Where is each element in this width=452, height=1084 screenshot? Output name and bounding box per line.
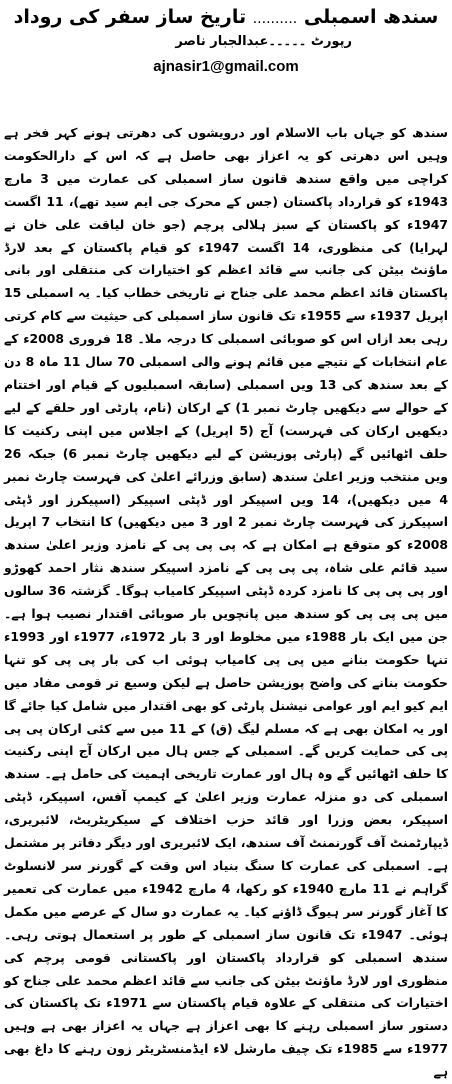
article-body: سندھ کو جہاں باب الاسلام اور درویشوں کی دھرتی ہونے کہر فخر ہے وہیں اس دھرتی کو یہ اعزاز بھی حاصل ہے کہ اس کے دارالحکومت کراچی میں واقع سندھ قانون ساز اسمبلی کی عمارت میں 3 مارچ 1943ء کو قرارداد پاکستان (جس کے محرک جی ایم سید تھے)، 11 اگست 1947ء کو پاکستان کے سبز ہلالی پرچم (جو خان لیاقت علی خان نے لہرایا) کی منظوری، 14 اگست 1947ء کو قیام پاکستان کے بعد لارڈ ماؤنٹ بیٹن کی جانب سے قائد اعظم کو اختیارات کی منتقلی اور بانی پاکستان قائد اعظم محمد علی جناح نے تاریخی خطاب کیا۔ یہ اسمبلی 15 اپریل 1937ء سے 1955ء تک قانون ساز اسمبلی کی حیثیت سے کام کرتی رہی بعد ازاں اس کو صوبائی اسمبلی کا درجہ ملا۔ 18 فروری 2008ء کے عام انتخابات کے نتیجے میں قائم ہونے والی اسمبلی 70 سال 11 ماہ 8 دن کے بعد سندھ کی 13 ویں اسمبلی (سابقہ اسمبلیوں کے قیام اور اختتام کے حوالے سے دیکھیں چارٹ نمبر 1) کے ارکان (نام، پارٹی اور حلقے کے لیے دیکھیں ارکان کی فہرست) آج (5 اپریل) کے اجلاس میں اپنی رکنیت کا حلف اٹھائیں گے (پارٹی پوزیشن کے لیے دیکھیں چارٹ نمبر 6) جبکہ 26 ویں منتخب وزیر اعلیٰ سندھ (سابق وزرائے اعلیٰ کی فہرست چارٹ نمبر 4 میں دیکھیں)، 14 ویں اسپیکر اور ڈپٹی اسپیکر (اسپیکرز اور ڈپٹی اسپیکرز کی فہرست چارٹ نمبر 2 اور 3 میں دیکھیں) کا انتخاب 7 اپریل 2008ء کو متوقع ہے امکان ہے کہ پی پی پی کے نامزد وزیر اعلیٰ سندھ سید قائم علی شاہ، پی پی پی کے نامزد اسپیکر سندھ نثار احمد کھوڑو اور پی پی پی کا نامزد کردہ ڈپٹی اسپیکر کامیاب ہوگا۔ گزشتہ 36 سالوں میں پی پی پی کو سندھ میں پانچویں بار صوبائی اقتدار نصیب ہوا ہے۔ جن میں ایک بار 1988ء میں مخلوط اور 3 بار 1972ء، 1977ء اور 1993ء تنہا حکومت بنانے میں پی پی کامیاب ہوئی اب کی بار پی پی کو تنہا حکومت بنانے کی واضح پوزیشن حاصل ہے لیکن وسیع تر قومی مفاد میں ایم کیو ایم اور عوامی نیشنل پارٹی کو بھی اقتدار میں شامل کیا جائے گا اور یہ امکان بھی ہے کہ مسلم لیگ (ق) کے 11 میں سے کئی ارکان پی پی پی کی حمایت کریں گے۔ اسمبلی کے جس ہال میں ارکان آج اپنی رکنیت کا حلف اٹھائیں گے وہ ہال اور عمارت تاریخی اہمیت کی حامل ہے۔ سندھ اسمبلی کی دو منزلہ عمارت وزیر اعلیٰ کے کیمپ آفس، اسپیکر، ڈپٹی اسپیکر، بعض وزرا اور قائد حزب اختلاف کے سیکریٹریٹ، لائبریری، ڈیپارٹمنٹ آف گورنمنٹ آف سندھ، ایک لائبریری اور دیگر دفاتر پر مشتمل ہے۔ اسمبلی کی عمارت کا سنگ بنیاد اس وقت کے گورنر سر لانسلوٹ گراہم نے 11 مارچ 1940ء کو رکھا، 4 مارچ 1942ء میں عمارت کی تعمیر کا آغاز گورنر سر ہیوگ ڈاؤنے کیا۔ یہ عمارت دو سال کے عرصے میں مکمل ہوئی۔ 1947ء تک قانون ساز اسمبلی کے طور پر استعمال ہوتی رہی۔ سندھ اسمبلی کو قرارداد پاکستان اور پاکستانی قومی پرچم کی منظوری اور لارڈ ماؤنٹ بیٹن کی جانب سے قائد اعظم محمد علی جناح کو اختیارات کی منتقلی کے علاوہ قیام پاکستان سے 1971ء تک پاکستان کی دستور ساز اسمبلی رہنے کا بھی اعزاز ہے جہاں یہ اعزاز بھی ہے وہیں 1977ء سے 1985ء تک چیف مارشل لاء ایڈمنسٹریٹر زون رہنے کا داغ بھی ہے [4,125,449,1080]
article-headline [0,4,452,30]
author-email-link[interactable]: ajnasir1@gmail.com [153,58,299,75]
headline-part-2: تاریخ ساز سفر کی روداد [13,6,247,28]
headline-part-1: سندھ اسمبلی [303,6,439,28]
author-byline: رپورٹ ۔۔۔۔۔عبدالجبار ناصر [175,34,352,49]
headline-separator: .......... [252,11,298,27]
